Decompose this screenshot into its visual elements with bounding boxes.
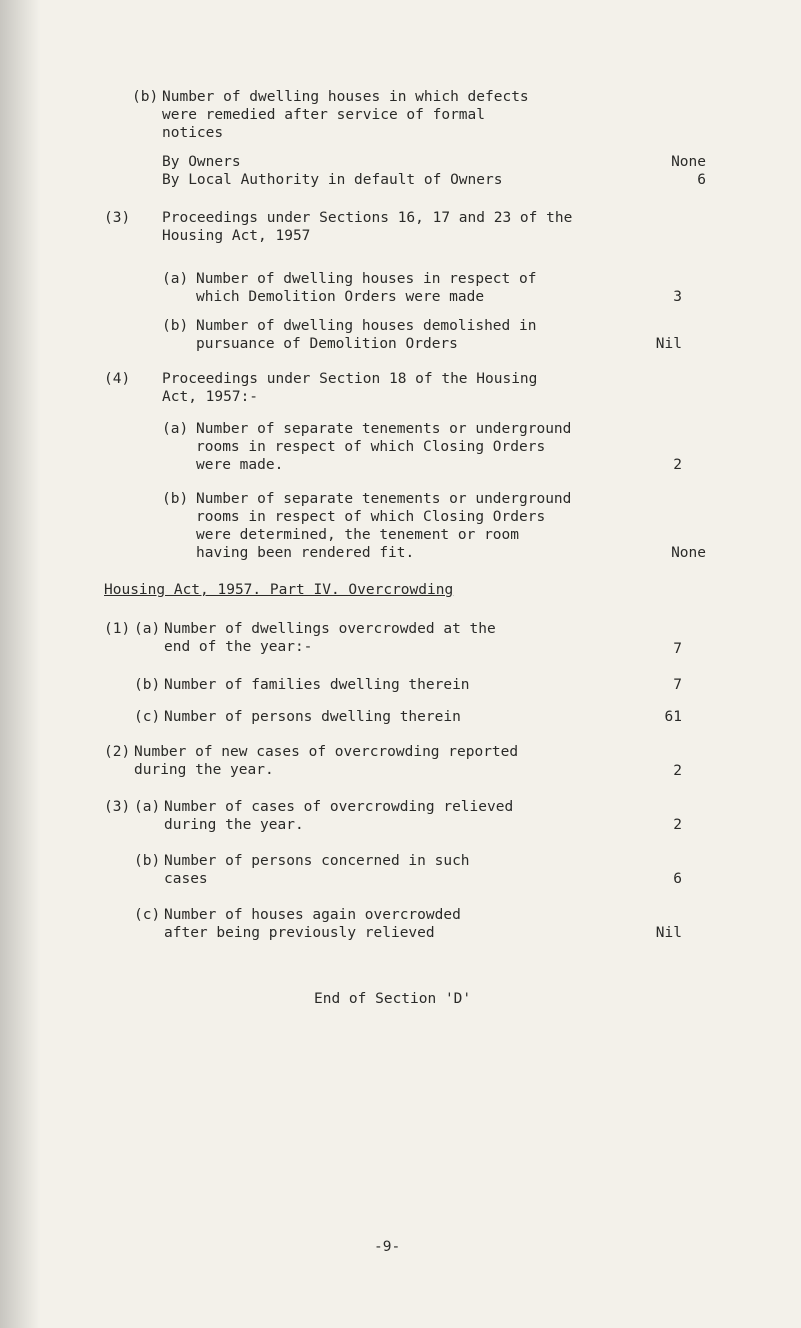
item-text: Number of dwelling houses demolished in [196,318,537,334]
item-value: 6 [673,871,682,887]
item-label: (b) [132,89,159,105]
section-label: (1) [104,621,131,637]
item-text: which Demolition Orders were made [196,289,485,305]
item-label: (c) [134,709,161,725]
item-label: (b) [134,677,161,693]
item-value: 2 [673,817,682,833]
section-text: Proceedings under Sections 16, 17 and 23 of the [162,210,573,226]
item-text: Number of separate tenements or underground [196,491,572,507]
item-text: were determined, the tenement or room [196,527,520,543]
section-text: Proceedings under Section 18 of the Housing [162,371,538,387]
item-text: notices [162,125,224,141]
section-label: (3) [104,799,131,815]
item-label: (c) [134,907,161,923]
item-label: (a) [162,271,189,287]
page-number: -9- [374,1239,401,1255]
by-la-label: By Local Authority in default of Owners [162,172,503,188]
item-text: end of the year:- [164,639,313,655]
section-label: (3) [104,210,131,226]
item-label: (b) [134,853,161,869]
item-text: Number of dwellings overcrowded at the [164,621,496,637]
item-text: having been rendered fit. [196,545,415,561]
item-label: (a) [162,421,189,437]
item-text: were made. [196,457,284,473]
item-label: (b) [162,491,189,507]
item-text: Number of persons concerned in such [164,853,470,869]
item-text: Number of dwelling houses in which defects [162,89,529,105]
item-value: 3 [673,289,682,305]
section-text: Housing Act, 1957 [162,228,311,244]
item-label: (a) [134,621,161,637]
item-text: Number of separate tenements or underground [196,421,572,437]
section-heading: Housing Act, 1957. Part IV. Overcrowding [104,582,454,598]
item-text: pursuance of Demolition Orders [196,336,458,352]
item-value: 61 [664,709,682,725]
item-text: during the year. [134,762,274,778]
by-owners-label: By Owners [162,154,241,170]
item-value: 7 [673,677,682,693]
item-value: 2 [673,457,682,473]
item-value: Nil [655,925,682,941]
item-value: 7 [673,641,682,657]
item-text: Number of cases of overcrowding relieved [164,799,514,815]
page-edge-shadow [0,0,40,1328]
item-text: Number of families dwelling therein [164,677,470,693]
item-text: Number of houses again overcrowded [164,907,461,923]
item-label: (b) [162,318,189,334]
item-text: rooms in respect of which Closing Orders [196,439,546,455]
section-text: Act, 1957:- [162,389,259,405]
by-owners-value: None [671,154,706,170]
section-label: (4) [104,371,131,387]
item-text: during the year. [164,817,304,833]
item-text: after being previously relieved [164,925,435,941]
end-of-section-note: End of Section 'D' [314,991,472,1007]
by-la-value: 6 [697,172,706,188]
section-label: (2) [104,744,131,760]
item-value: 2 [673,763,682,779]
item-text: Number of persons dwelling therein [164,709,461,725]
item-text: cases [164,871,208,887]
item-text: Number of new cases of overcrowding reported [134,744,519,760]
item-text: rooms in respect of which Closing Orders [196,509,546,525]
item-value: None [671,545,706,561]
item-text: Number of dwelling houses in respect of [196,271,537,287]
item-text: were remedied after service of formal [162,107,486,123]
item-value: Nil [655,336,682,352]
item-label: (a) [134,799,161,815]
